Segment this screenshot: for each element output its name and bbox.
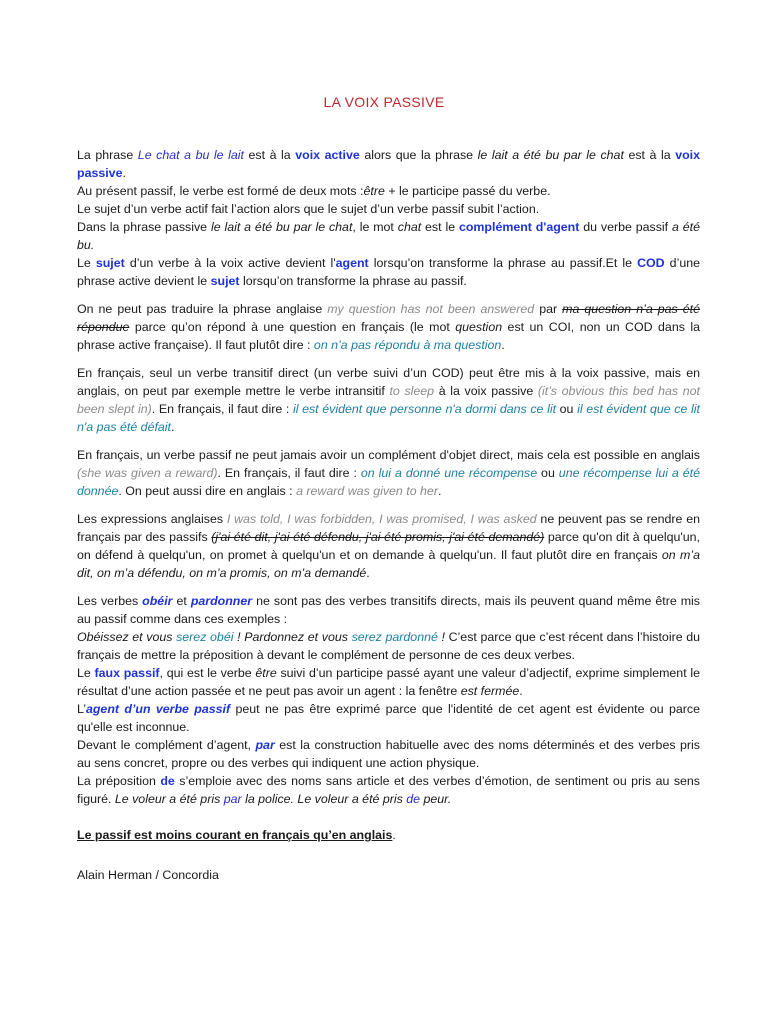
- correct-example: on lui a donné une récompense: [360, 466, 538, 480]
- document-body: [77, 146, 700, 894]
- term-pardonner: pardonner: [190, 594, 253, 608]
- text: s’emploie avec des noms sans article et des verbes d’émotion, de sentiment ou pris au sens figuré.: [77, 774, 700, 806]
- text: de: [406, 792, 421, 806]
- text: ne peuvent pas se rendre en français par des passifs: [77, 512, 700, 544]
- conclusion: [77, 826, 700, 844]
- text: Dans la phrase passive: [77, 220, 211, 234]
- text: est le: [421, 220, 459, 234]
- paragraph-transitif: [77, 364, 700, 436]
- text: le lait a été bu par le chat: [210, 220, 353, 234]
- paragraph-verbes: [77, 592, 700, 808]
- term-de: de: [160, 774, 175, 788]
- term-complement-agent: complément d'agent: [458, 220, 580, 234]
- term-par: par: [255, 738, 275, 752]
- text: + le participe passé du verbe.: [384, 184, 551, 198]
- text: d’un verbe à la voix active devient l': [124, 256, 336, 270]
- paragraph-question: [77, 300, 700, 354]
- text: suivi d’un participe passé ayant une valeur d’adjectif, exprime simplement le résultat d’une action passée et ne peut pas avoir un agent : la fenêtre: [77, 666, 701, 698]
- text: Obéissez et vous: [77, 630, 177, 644]
- text: La préposition: [77, 774, 161, 788]
- text: alors que la phrase: [359, 148, 478, 162]
- text: chat: [397, 220, 422, 234]
- term-agent-verbe-passif: agent d’un verbe passif: [85, 702, 231, 716]
- english-example: I was told, I was forbidden, I was promised, I was asked: [226, 512, 537, 526]
- correct-example: on m’a dit, on m’a défendu, on m’a promis, on m’a demandé: [77, 548, 700, 580]
- text: à la voix passive: [434, 384, 538, 398]
- english-example: my question has not been answered: [327, 302, 535, 316]
- correct-example: il est évident que personne n'a dormi dans ce lit: [292, 402, 557, 416]
- wrong-example: (j'ai été dit, j'ai été défendu, j'ai été promis, j'ai été demandé): [211, 530, 545, 544]
- text: En français, un verbe passif ne peut jamais avoir un complément d'objet direct, mais cela est possible en anglais: [77, 448, 700, 462]
- text: C’est parce que c’est récent dans l’histoire du français de mettre la préposition à devant le complément de personne de ces deux verbes.: [77, 630, 701, 662]
- term-sujet: sujet: [95, 256, 125, 270]
- conclusion-text: Le passif est moins courant en français qu’en anglais: [77, 828, 393, 842]
- text: Les verbes: [77, 594, 143, 608]
- text: !: [437, 630, 445, 644]
- text: .: [392, 828, 396, 842]
- text: et: [172, 594, 191, 608]
- text: d’une phrase active devient le: [77, 256, 700, 288]
- text: Le sujet d’un verbe actif fait l’action alors que le sujet d’un verbe passif subit l’action.: [77, 202, 540, 216]
- text: En français, seul un verbe transitif direct (un verbe suivi d’un COD) peut être mis à la voix passive, mais en anglais, on peut par exemple mettre le verbe intransitif: [77, 366, 700, 398]
- text: être: [363, 184, 385, 198]
- text: .: [437, 484, 442, 498]
- text: peut ne pas être exprimé parce que l'identité de cet agent est évidente ou parce qu'elle est inconnue.: [77, 702, 700, 734]
- text: est la construction habituelle avec des noms déterminés et des verbes pris au sens concret, propre ou des verbes qui indiquent une action physique.: [77, 738, 700, 770]
- term-voix-passive: voix passive: [77, 148, 701, 180]
- text: La phrase: [77, 148, 138, 162]
- english-example: (she was given a reward): [77, 466, 218, 480]
- paragraph-cod: [77, 446, 700, 500]
- english-example: a reward was given to her: [296, 484, 438, 498]
- term-sujet: sujet: [210, 274, 240, 288]
- text: Les expressions anglaises: [77, 512, 227, 526]
- paragraph-expressions: [77, 510, 700, 582]
- term-obeir: obéir: [142, 594, 173, 608]
- text: question: [455, 320, 503, 334]
- text: a été bu.: [77, 220, 700, 252]
- text: lorsqu’on transforme la phrase au passif.: [239, 274, 467, 288]
- english-example: to sleep: [389, 384, 435, 398]
- text: du verbe passif: [579, 220, 672, 234]
- text: .: [519, 684, 523, 698]
- text: L’: [77, 702, 86, 716]
- text: ou: [537, 466, 559, 480]
- term-faux-passif: faux passif: [94, 666, 160, 680]
- text: est à la: [243, 148, 296, 162]
- text: être: [255, 666, 277, 680]
- correct-example: il est évident que ce lit n'a pas été défait: [77, 402, 700, 434]
- text: lorsqu’on transforme la phrase au passif.Et le: [368, 256, 638, 270]
- text: ou: [556, 402, 578, 416]
- term-voix-active: voix active: [295, 148, 360, 162]
- term-agent: agent: [335, 256, 369, 270]
- text: est fermée: [460, 684, 520, 698]
- text: est à la: [623, 148, 676, 162]
- text: Le: [77, 256, 96, 270]
- correct-example: serez pardonné: [351, 630, 438, 644]
- term-cod: COD: [637, 256, 665, 270]
- wrong-example: ma question n’a pas été répondue: [77, 302, 700, 334]
- text: Au présent passif, le verbe est formé de deux mots :: [77, 184, 364, 198]
- text: par: [223, 792, 242, 806]
- text: , qui est le verbe: [159, 666, 256, 680]
- text: Le voleur a été pris: [114, 792, 224, 806]
- correct-example: serez obéi: [176, 630, 234, 644]
- text: ne sont pas des verbes transitifs directs, mais ils peuvent quand même être mis au passif comme dans ces exemples :: [77, 594, 700, 626]
- example-active: Le chat a bu le lait: [137, 148, 244, 162]
- text: ! Pardonnez et vous: [233, 630, 352, 644]
- text: .: [501, 338, 505, 352]
- text: . On peut aussi dire en anglais :: [118, 484, 297, 498]
- signature: Alain Herman / Concordia: [77, 868, 219, 882]
- example-passive: le lait a été bu par le chat: [477, 148, 624, 162]
- text: par: [534, 302, 563, 316]
- paragraph-intro: [77, 146, 700, 290]
- text: .: [366, 566, 370, 580]
- text: On ne peut pas traduire la phrase anglaise: [77, 302, 328, 316]
- text: .: [171, 420, 175, 434]
- text: Le: [77, 666, 95, 680]
- text: parce qu’on répond à une question en français (le mot: [129, 320, 456, 334]
- text: .: [122, 166, 126, 180]
- text: , le mot: [352, 220, 398, 234]
- correct-example: on n’a pas répondu à ma question: [313, 338, 502, 352]
- text: est un COI, non un COD dans la phrase active française). Il faut plutôt dire :: [77, 320, 701, 352]
- page-title: LA VOIX PASSIVE: [323, 94, 445, 110]
- text: Devant le complément d’agent,: [77, 738, 256, 752]
- text: . En français, il faut dire :: [151, 402, 293, 416]
- text: peur.: [420, 792, 452, 806]
- english-example: (it’s obvious this bed has not been slept in): [77, 384, 700, 416]
- correct-example: une récompense lui a été donnée: [77, 466, 700, 498]
- text: la police. Le voleur a été pris: [241, 792, 407, 806]
- text: parce qu'on dit à quelqu'un, on défend à quelqu'un, on promet à quelqu'un et on demande à quelqu'un. Il faut plutôt dire en français: [77, 530, 700, 562]
- text: . En français, il faut dire :: [217, 466, 361, 480]
